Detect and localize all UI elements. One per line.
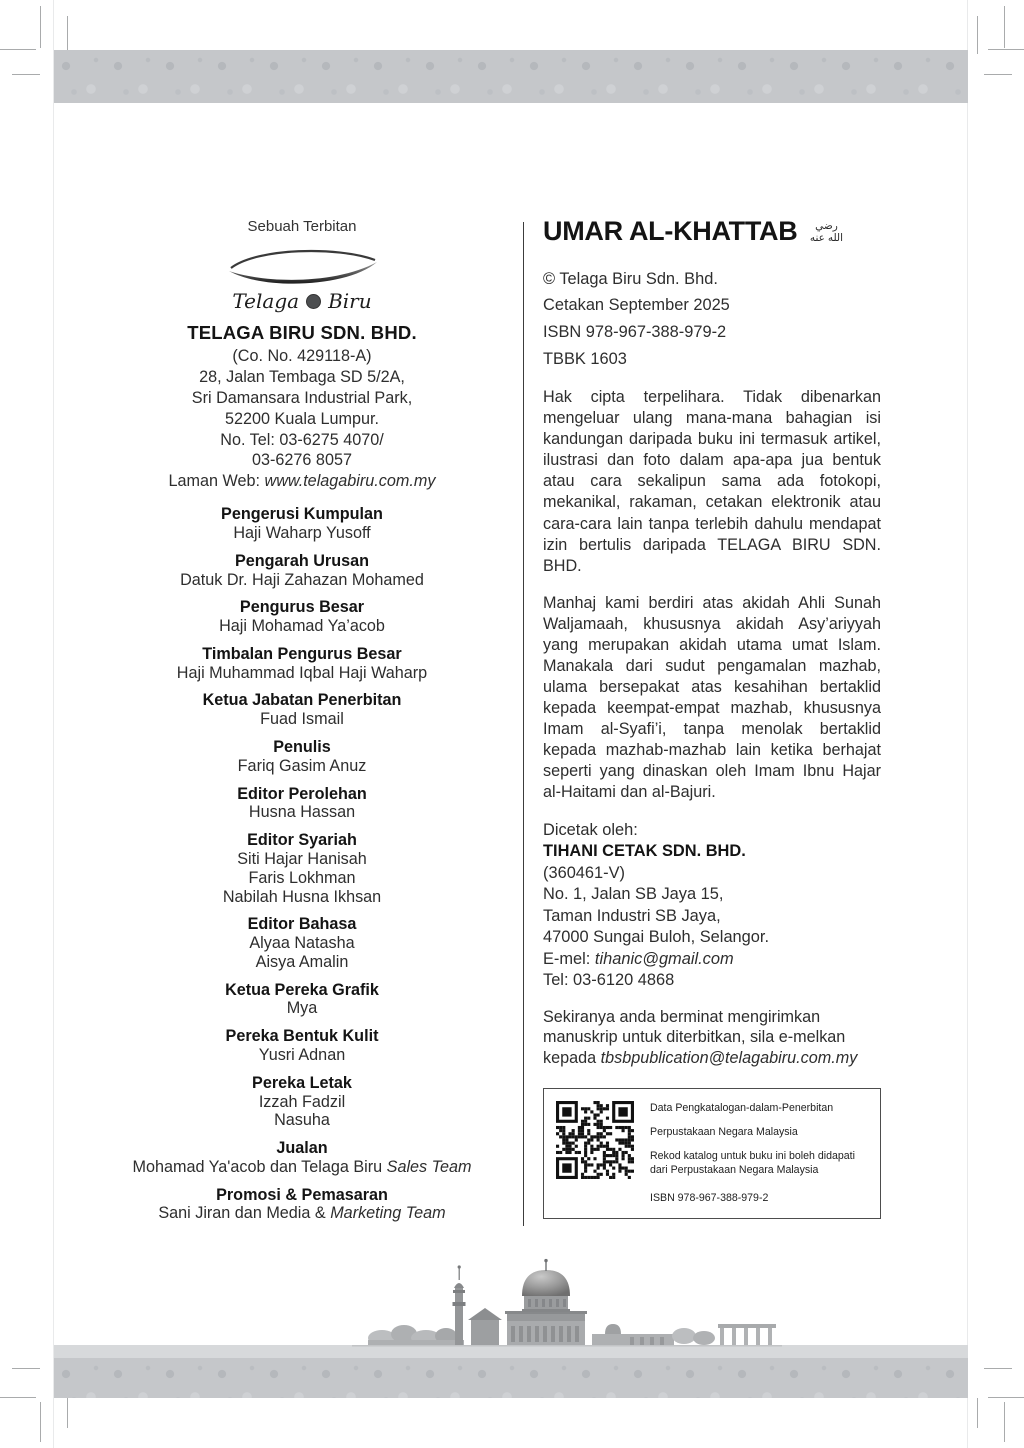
logo-text-right: Biru xyxy=(328,289,372,313)
imprint-label: Sebuah Terbitan xyxy=(247,218,357,235)
publisher-address-line: 52200 Kuala Lumpur. xyxy=(225,409,379,428)
crop-mark xyxy=(0,49,36,50)
crop-mark xyxy=(988,49,1024,50)
credit-role: Ketua Pereka Grafik xyxy=(225,980,379,999)
crop-mark xyxy=(67,16,68,54)
publisher-phone-line: No. Tel: 03-6275 4070/ xyxy=(220,430,384,449)
credit-role: Penulis xyxy=(273,738,331,757)
logo-dot-icon xyxy=(306,294,321,309)
credit-role: Pereka Letak xyxy=(252,1073,352,1092)
logo-swoosh-icon xyxy=(217,244,387,290)
crop-mark xyxy=(12,1368,40,1369)
credit-block xyxy=(90,981,514,1019)
credit-name: Sani Jiran dan Media & Marketing Team xyxy=(158,1204,446,1223)
catalog-line: Perpustakaan Negara Malaysia xyxy=(650,1126,798,1139)
credit-block xyxy=(90,785,514,823)
publisher-website-line xyxy=(90,471,514,492)
publisher-company-no: (Co. No. 429118-A) xyxy=(232,347,372,365)
publisher-column xyxy=(90,218,514,1223)
credit-name: Nabilah Husna Ikhsan xyxy=(222,887,382,906)
credit-role: Pengarah Urusan xyxy=(234,551,370,570)
credit-name: Haji Waharp Yusoff xyxy=(233,524,371,543)
crop-mark xyxy=(0,1397,36,1398)
mosque-illustration xyxy=(352,1258,782,1393)
printer-tel-line: Tel: 03-6120 4868 xyxy=(543,971,675,990)
isbn-line: ISBN 978-967-388-979-2 xyxy=(543,323,727,342)
printer-block xyxy=(543,820,881,992)
crop-mark xyxy=(984,1368,1012,1369)
publisher-address-line: 28, Jalan Tembaga SD 5/2A, xyxy=(199,367,405,386)
telaga-biru-logo xyxy=(212,244,392,313)
credit-name: Faris Lokhman xyxy=(248,868,356,887)
crop-mark xyxy=(40,6,41,48)
credit-block xyxy=(90,505,514,543)
credit-name: Yusri Adnan xyxy=(258,1045,346,1064)
printer-email-line xyxy=(543,949,881,970)
credit-role: Promosi & Pemasaran xyxy=(216,1185,388,1204)
crop-mark xyxy=(1004,1402,1005,1442)
credit-name: Haji Mohamad Ya’acob xyxy=(219,617,385,636)
copyright-line: © Telaga Biru Sdn. Bhd. xyxy=(543,269,718,288)
printer-address-line: 47000 Sungai Buloh, Selangor. xyxy=(543,928,770,947)
credits-list xyxy=(90,505,514,1223)
credit-block xyxy=(90,738,514,776)
credit-role: Editor Syariah xyxy=(247,831,357,850)
crop-mark xyxy=(1004,6,1005,48)
printer-name: TIHANI CETAK SDN. BHD. xyxy=(543,842,746,861)
website-url: www.telagabiru.com.my xyxy=(264,472,436,491)
crop-mark xyxy=(977,16,978,54)
credit-block xyxy=(90,552,514,590)
title-row xyxy=(543,218,881,246)
publisher-address-line: Sri Damansara Industrial Park, xyxy=(191,388,413,407)
top-ornament-band xyxy=(54,50,968,103)
manuscript-note: Sekiranya anda berminat mengirimkan manuskrip untuk diterbitkan, sila e-melkan kepada tbsbpublication@telagabiru.com.my xyxy=(543,1007,858,1067)
publisher-phone-line: 03-6276 8057 xyxy=(252,451,352,470)
manhaj-paragraph: Manhaj kami berdiri atas akidah Ahli Sunah Waljamaah, khususnya akidah Asy’ariyyah yang merupakan akidah utama umat Islam. Manakala dari sudut pengamalan mazhab, ulama bersepakat atas kesahihan bertaklid kepada keempat-empat mazhab, khususnya Imam al-Syafi’i, tanpa menolak bertaklid kepada mazhab-mazhab lain ketika berhajat seperti yang dinaskan oleh Imam Ibnu Hajar al-Haitami dan al-Bajuri. xyxy=(543,593,881,802)
qr-code xyxy=(556,1101,634,1179)
mosque-skyline-graphic xyxy=(352,1258,782,1388)
logo-wordmark xyxy=(212,289,392,313)
credit-role: Timbalan Pengurus Besar xyxy=(202,644,402,663)
credit-block xyxy=(90,1027,514,1065)
printer-label: Dicetak oleh: xyxy=(543,820,638,839)
printer-company-no: (360461-V) xyxy=(543,863,626,882)
tbbk-line: TBBK 1603 xyxy=(543,350,627,369)
credit-name: Mohamad Ya'acob dan Telaga Biru Sales Team xyxy=(132,1157,472,1176)
catalog-isbn: ISBN 978-967-388-979-2 xyxy=(650,1192,769,1205)
page-right-edge xyxy=(967,0,968,1448)
cataloguing-box xyxy=(543,1088,881,1219)
publisher-name: TELAGA BIRU SDN. BHD. xyxy=(187,322,417,343)
website-label: Laman Web: xyxy=(168,472,265,491)
printer-address-line: Taman Industri SB Jaya, xyxy=(543,906,721,925)
catalog-line: Data Pengkatalogan-dalam-Penerbitan xyxy=(650,1102,834,1115)
credit-name: Mya xyxy=(286,999,318,1018)
crop-mark xyxy=(988,1397,1024,1398)
credit-name: Haji Muhammad Iqbal Haji Waharp xyxy=(176,663,428,682)
credit-block xyxy=(90,1139,514,1177)
credit-role: Ketua Jabatan Penerbitan xyxy=(202,691,402,710)
credit-block xyxy=(90,1186,514,1224)
credit-name: Fuad Ismail xyxy=(260,710,344,729)
credit-role: Pengurus Besar xyxy=(239,598,365,617)
crop-mark xyxy=(977,1398,978,1428)
credit-name: Aisya Amalin xyxy=(255,952,349,971)
credit-block xyxy=(90,691,514,729)
credit-block xyxy=(90,598,514,636)
crop-mark xyxy=(67,1398,68,1428)
credit-role: Editor Perolehan xyxy=(237,784,367,803)
credit-block xyxy=(90,645,514,683)
column-divider xyxy=(523,222,524,1226)
copyright-column xyxy=(543,218,881,1219)
catalog-line: Rekod katalog untuk buku ini boleh didapati dari Perpustakaan Negara Malaysia xyxy=(650,1150,855,1177)
credit-role: Pereka Bentuk Kulit xyxy=(225,1027,379,1046)
printer-email: tihanic@gmail.com xyxy=(594,949,734,968)
cataloguing-text xyxy=(650,1101,868,1206)
crop-mark xyxy=(40,1402,41,1442)
credit-name: Husna Hassan xyxy=(248,803,356,822)
printing-line: Cetakan September 2025 xyxy=(543,296,730,315)
credit-role: Editor Bahasa xyxy=(247,915,357,934)
credit-block xyxy=(90,915,514,971)
logo-text-left: Telaga xyxy=(232,289,300,313)
credit-name: Nasuha xyxy=(274,1111,330,1130)
credit-block xyxy=(90,831,514,906)
credit-name: Izzah Fadzil xyxy=(258,1092,346,1111)
crop-mark xyxy=(12,74,40,75)
credit-name: Datuk Dr. Haji Zahazan Mohamed xyxy=(180,570,424,589)
credit-role: Pengerusi Kumpulan xyxy=(221,505,383,524)
credit-name: Fariq Gasim Anuz xyxy=(237,756,367,775)
email-label: E-mel: xyxy=(543,949,595,968)
crop-mark xyxy=(984,74,1012,75)
edition-meta xyxy=(543,266,881,374)
printer-address-line: No. 1, Jalan SB Jaya 15, xyxy=(543,885,724,904)
honorific-calligraphy: رضي الله عنه xyxy=(809,220,844,244)
credit-name: Siti Hajar Hanisah xyxy=(237,849,367,868)
credit-block xyxy=(90,1074,514,1130)
book-title: UMAR AL-KHATTAB xyxy=(543,216,798,246)
credit-role: Jualan xyxy=(276,1139,328,1158)
rights-paragraph: Hak cipta terpelihara. Tidak dibenarkan mengeluar ulang mana-mana bahagian isi kandungan daripada buku ini termasuk artikel, ilustrasi dan foto dalam apa-apa jua bentuk atau cara sekalipun sama ada fotokopi, mekanikal, rakaman, cetakan elektronik atau cara-cara lain tanpa terlebih dahulu mendapat izin bertulis daripada TELAGA BIRU SDN. BHD. xyxy=(543,388,881,575)
credit-name: Alyaa Natasha xyxy=(249,934,355,953)
page-left-edge xyxy=(53,0,54,1448)
